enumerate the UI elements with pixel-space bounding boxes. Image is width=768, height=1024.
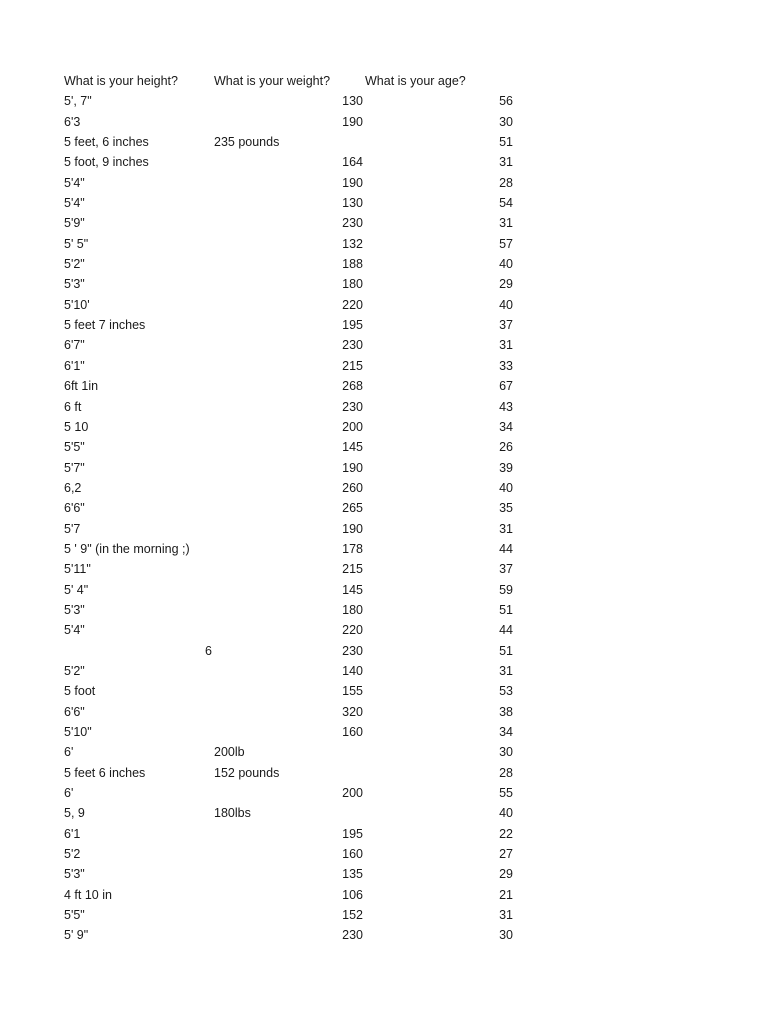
age-cell[interactable]: 57 — [499, 236, 513, 251]
weight-cell[interactable]: 230 — [342, 216, 363, 231]
weight-cell[interactable]: 220 — [342, 297, 363, 312]
height-cell[interactable]: 5'4" — [64, 175, 85, 190]
age-cell[interactable]: 40 — [499, 480, 513, 495]
table-row — [0, 742, 768, 762]
age-cell[interactable]: 28 — [499, 175, 513, 190]
age-cell[interactable]: 40 — [499, 806, 513, 821]
height-cell[interactable]: 6'3 — [64, 114, 81, 129]
table-row — [0, 559, 768, 579]
table-row — [0, 193, 768, 213]
table-row — [0, 925, 768, 945]
age-cell[interactable]: 33 — [499, 358, 513, 373]
table-row — [0, 580, 768, 600]
height-cell[interactable]: 6'6" — [64, 501, 85, 516]
table-row — [0, 824, 768, 844]
table-row — [0, 498, 768, 518]
weight-cell[interactable]: 195 — [342, 318, 363, 333]
table-row — [0, 478, 768, 498]
age-cell[interactable]: 30 — [499, 928, 513, 943]
table-row — [0, 274, 768, 294]
table-row — [0, 91, 768, 111]
age-cell[interactable]: 67 — [499, 379, 513, 394]
table-row — [0, 437, 768, 457]
height-cell[interactable]: 5'4" — [64, 196, 85, 211]
age-cell[interactable]: 26 — [499, 440, 513, 455]
table-row — [0, 620, 768, 640]
height-cell[interactable]: 5'2 — [64, 847, 81, 862]
age-cell[interactable]: 30 — [499, 114, 513, 129]
age-cell[interactable]: 34 — [499, 725, 513, 739]
header-weight[interactable]: What is your weight? — [214, 74, 331, 88]
height-cell[interactable]: 6,2 — [64, 480, 82, 495]
height-cell[interactable]: 5'10' — [64, 297, 90, 312]
age-cell[interactable]: 53 — [499, 684, 513, 699]
age-cell[interactable]: 55 — [499, 786, 513, 801]
height-cell[interactable]: 5'7" — [64, 460, 85, 475]
table-row — [0, 681, 768, 701]
height-cell[interactable]: 5 feet, 6 inches — [64, 135, 149, 150]
table-row — [0, 458, 768, 478]
table-row — [0, 335, 768, 355]
weight-cell[interactable]: 320 — [342, 704, 363, 719]
weight-cell[interactable]: 152 — [342, 908, 363, 923]
height-cell[interactable]: 5, 9 — [64, 806, 85, 821]
age-cell[interactable]: 27 — [499, 847, 513, 862]
table-row — [0, 417, 768, 437]
weight-cell[interactable]: 140 — [342, 663, 363, 678]
weight-cell[interactable]: 200 — [342, 419, 363, 434]
height-cell[interactable]: 5'11" — [64, 562, 91, 577]
age-cell[interactable]: 40 — [499, 297, 513, 312]
height-cell[interactable]: 5'10" — [64, 725, 92, 739]
height-cell[interactable]: 5'4" — [64, 623, 85, 638]
age-cell[interactable]: 39 — [499, 460, 513, 475]
weight-cell[interactable]: 190 — [342, 175, 363, 190]
table-row — [0, 905, 768, 925]
weight-cell[interactable]: 200lb — [214, 745, 245, 760]
table-row — [0, 173, 768, 193]
table-row — [0, 112, 768, 132]
table-row — [0, 315, 768, 335]
height-cell[interactable]: 5'9" — [64, 216, 85, 231]
height-cell[interactable]: 6' — [64, 786, 74, 801]
age-cell[interactable]: 51 — [499, 643, 513, 658]
weight-cell[interactable]: 230 — [342, 338, 363, 353]
weight-cell[interactable]: 180lbs — [214, 806, 251, 821]
height-cell[interactable]: 6'1 — [64, 826, 81, 841]
age-cell[interactable]: 51 — [499, 602, 513, 617]
age-cell[interactable]: 43 — [499, 399, 513, 414]
height-cell[interactable]: 5 feet 6 inches — [64, 765, 146, 780]
height-cell[interactable]: 5'2" — [64, 663, 85, 678]
age-cell[interactable]: 38 — [499, 704, 513, 719]
table-row — [0, 152, 768, 172]
header-height[interactable]: What is your height? — [64, 74, 178, 88]
age-cell[interactable]: 31 — [499, 521, 513, 536]
weight-cell[interactable]: 195 — [342, 826, 363, 841]
table-row — [0, 254, 768, 274]
age-cell[interactable]: 29 — [499, 867, 513, 882]
table-row — [0, 234, 768, 254]
height-cell[interactable]: 6'6" — [64, 704, 85, 719]
weight-cell[interactable]: 190 — [342, 521, 363, 536]
weight-cell[interactable]: 230 — [342, 399, 363, 414]
height-cell[interactable]: 6 — [205, 643, 212, 658]
age-cell[interactable]: 40 — [499, 257, 513, 272]
age-cell[interactable]: 54 — [499, 196, 513, 211]
height-cell[interactable]: 6'1" — [64, 358, 85, 373]
weight-cell[interactable]: 130 — [342, 94, 363, 109]
table-row — [0, 763, 768, 783]
age-cell[interactable]: 44 — [499, 623, 513, 638]
weight-cell[interactable]: 160 — [342, 847, 363, 862]
weight-cell[interactable]: 215 — [342, 562, 363, 577]
height-cell[interactable]: 5'7 — [64, 521, 81, 536]
weight-cell[interactable]: 152 pounds — [214, 765, 280, 780]
table-row — [0, 661, 768, 681]
table-row — [0, 722, 768, 742]
age-cell[interactable]: 31 — [499, 216, 513, 231]
weight-cell[interactable]: 130 — [342, 196, 363, 211]
height-cell[interactable]: 6'7" — [64, 338, 85, 353]
age-cell[interactable]: 31 — [499, 663, 513, 678]
age-cell[interactable]: 51 — [499, 135, 513, 150]
height-cell[interactable]: 5', 7" — [64, 94, 92, 109]
table-row — [0, 864, 768, 884]
age-cell[interactable]: 37 — [499, 562, 513, 577]
height-cell[interactable]: 5 10 — [64, 419, 89, 434]
table-row — [0, 702, 768, 722]
height-cell[interactable]: 5' 9" — [64, 928, 89, 943]
weight-cell[interactable]: 164 — [342, 155, 363, 170]
weight-cell[interactable]: 132 — [342, 236, 363, 251]
age-cell[interactable]: 30 — [499, 745, 513, 760]
table-row — [0, 132, 768, 152]
header-age[interactable]: What is your age? — [365, 74, 466, 88]
age-cell[interactable]: 35 — [499, 501, 513, 516]
age-cell[interactable]: 31 — [499, 908, 513, 923]
spreadsheet — [0, 71, 768, 946]
weight-cell[interactable]: 106 — [342, 887, 363, 902]
weight-cell[interactable]: 265 — [342, 501, 363, 516]
table-row — [0, 376, 768, 396]
height-cell[interactable]: 5'3" — [64, 277, 85, 292]
weight-cell[interactable]: 135 — [342, 867, 363, 882]
age-cell[interactable]: 59 — [499, 582, 513, 597]
height-cell[interactable]: 5' 4" — [64, 582, 89, 597]
height-cell[interactable]: 5 feet 7 inches — [64, 318, 146, 333]
height-cell[interactable]: 6 ft — [64, 399, 82, 414]
height-cell[interactable]: 6ft 1in — [64, 379, 99, 394]
weight-cell[interactable]: 235 pounds — [214, 135, 280, 150]
table-row — [0, 885, 768, 905]
header-row — [0, 71, 768, 91]
weight-cell[interactable]: 178 — [342, 541, 363, 556]
table-row — [0, 783, 768, 803]
table-row — [0, 600, 768, 620]
weight-cell[interactable]: 220 — [342, 623, 363, 638]
age-cell[interactable]: 31 — [499, 338, 513, 353]
height-cell[interactable]: 5' 5" — [64, 236, 89, 251]
height-cell[interactable]: 5'5" — [64, 440, 85, 455]
weight-cell[interactable]: 215 — [342, 358, 363, 373]
weight-cell[interactable]: 145 — [342, 582, 363, 597]
table-row — [0, 356, 768, 376]
height-cell[interactable]: 5'3" — [64, 867, 85, 882]
age-cell[interactable]: 34 — [499, 419, 513, 434]
height-cell[interactable]: 5'5" — [64, 908, 85, 923]
age-cell[interactable]: 37 — [499, 318, 513, 333]
weight-cell[interactable]: 190 — [342, 114, 363, 129]
weight-cell[interactable]: 200 — [342, 786, 363, 801]
weight-cell[interactable]: 230 — [342, 643, 363, 658]
age-cell[interactable]: 28 — [499, 765, 513, 780]
weight-cell[interactable]: 180 — [342, 277, 363, 292]
table-row — [0, 295, 768, 315]
weight-cell[interactable]: 188 — [342, 257, 363, 272]
data-rows — [0, 91, 768, 945]
table-row — [0, 641, 768, 661]
table-row — [0, 803, 768, 823]
weight-cell[interactable]: 160 — [342, 725, 363, 739]
table-row — [0, 397, 768, 417]
height-cell[interactable]: 5'3" — [64, 602, 85, 617]
height-cell[interactable]: 5 foot — [64, 684, 96, 699]
table-row — [0, 539, 768, 559]
height-cell[interactable]: 5 foot, 9 inches — [64, 155, 149, 170]
weight-cell[interactable]: 260 — [342, 480, 363, 495]
weight-cell[interactable]: 268 — [342, 379, 363, 394]
table-row — [0, 519, 768, 539]
weight-cell[interactable]: 155 — [342, 684, 363, 699]
weight-cell[interactable]: 145 — [342, 440, 363, 455]
age-cell[interactable]: 22 — [499, 826, 513, 841]
height-cell[interactable]: 5'2" — [64, 257, 85, 272]
table-row — [0, 844, 768, 864]
height-cell[interactable]: 4 ft 10 in — [64, 887, 112, 902]
age-cell[interactable]: 29 — [499, 277, 513, 292]
weight-cell[interactable]: 180 — [342, 602, 363, 617]
height-cell[interactable]: 6' — [64, 745, 74, 760]
age-cell[interactable]: 56 — [499, 94, 513, 109]
weight-cell[interactable]: 190 — [342, 460, 363, 475]
table-row — [0, 213, 768, 233]
age-cell[interactable]: 44 — [499, 541, 513, 556]
weight-cell[interactable]: 230 — [342, 928, 363, 943]
height-cell[interactable]: 5 ' 9" (in the morning ;) — [64, 541, 190, 556]
age-cell[interactable]: 31 — [499, 155, 513, 170]
age-cell[interactable]: 21 — [499, 887, 513, 902]
